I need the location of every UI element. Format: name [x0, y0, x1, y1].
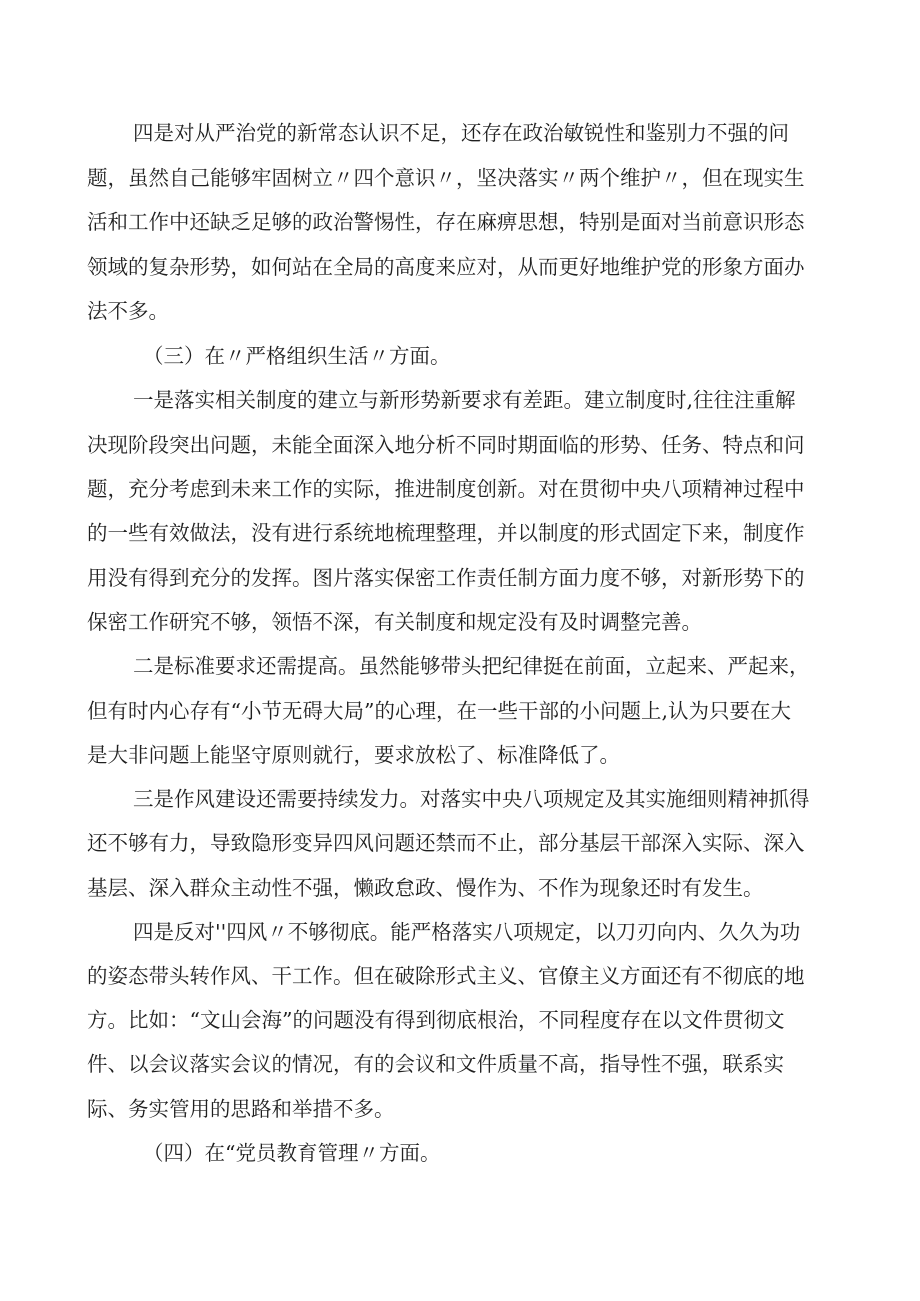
paragraph-line: 的姿态带头转作风、干工作。但在破除形式主义、官僚主义方面还有不彻底的地	[87, 964, 805, 988]
section-heading: （四）在“党员教育管理〃方面。	[143, 1141, 441, 1165]
section-heading: （三）在〃严格组织生活〃方面。	[143, 344, 451, 368]
paragraph-line: 题，虽然自己能够牢固树立〃四个意识〃，坚决落实〃两个维护〃，但在现实生	[87, 166, 805, 190]
paragraph-line: 际、务实管用的思路和举措不多。	[87, 1097, 395, 1121]
paragraph-line: 四是对从严治党的新常态认识不足，还存在政治敏锐性和鉴别力不强的问	[133, 121, 789, 145]
paragraph-line: 保密工作研究不够，领悟不深，有关制度和规定没有及时调整完善。	[87, 610, 702, 634]
paragraph-line: 还不够有力，导致隐形变异四风问题还禁而不止，部分基层干部深入实际、深入	[87, 831, 805, 855]
paragraph-line: 法不多。	[87, 299, 169, 323]
paragraph-line: 一是落实相关制度的建立与新形势新要求有差距。建立制度时,往往注重解	[133, 388, 796, 412]
paragraph-line: 活和工作中还缺乏足够的政治警惕性，存在麻痹思想，特别是面对当前意识形态	[87, 210, 805, 234]
paragraph-line: 用没有得到充分的发挥。图片落实保密工作责任制方面力度不够，对新形势下的	[87, 566, 805, 590]
paragraph-line: 三是作风建设还需要持续发力。对落实中央八项规定及其实施细则精神抓得	[133, 787, 810, 811]
paragraph-line: 领域的复杂形势，如何站在全局的高度来应对，从而更好地维护党的形象方面办	[87, 255, 805, 279]
paragraph-line: 件、以会议落实会议的情况，有的会议和文件质量不高，指导性不强，联系实	[87, 1052, 784, 1076]
paragraph-line: 但有时内心存有“小节无碍大局”的心理，在一些干部的小问题上,认为只要在大	[87, 699, 791, 723]
paragraph-line: 二是标准要求还需提高。虽然能够带头把纪律挺在前面，立起来、严起来，	[133, 654, 810, 678]
paragraph-line: 决现阶段突出问题，未能全面深入地分析不同时期面临的形势、任务、特点和问	[87, 433, 805, 457]
paragraph-line: 方。比如：“文山会海”的问题没有得到彻底根治，不同程度存在以文件贯彻文	[87, 1008, 785, 1032]
paragraph-line: 是大非问题上能坚守原则就行，要求放松了、标准降低了。	[87, 743, 620, 767]
paragraph-line: 题，充分考虑到未来工作的实际，推进制度创新。对在贯彻中央八项精神过程中	[87, 477, 805, 501]
paragraph-line: 的一些有效做法，没有进行系统地梳理整理，并以制度的形式固定下来，制度作	[87, 521, 805, 545]
paragraph-line: 四是反对''四风〃不够彻底。能严格落实八项规定，以刀刃向内、久久为功	[133, 920, 801, 944]
paragraph-line: 基层、深入群众主动性不强，懒政怠政、慢作为、不作为现象还时有发生。	[87, 876, 764, 900]
